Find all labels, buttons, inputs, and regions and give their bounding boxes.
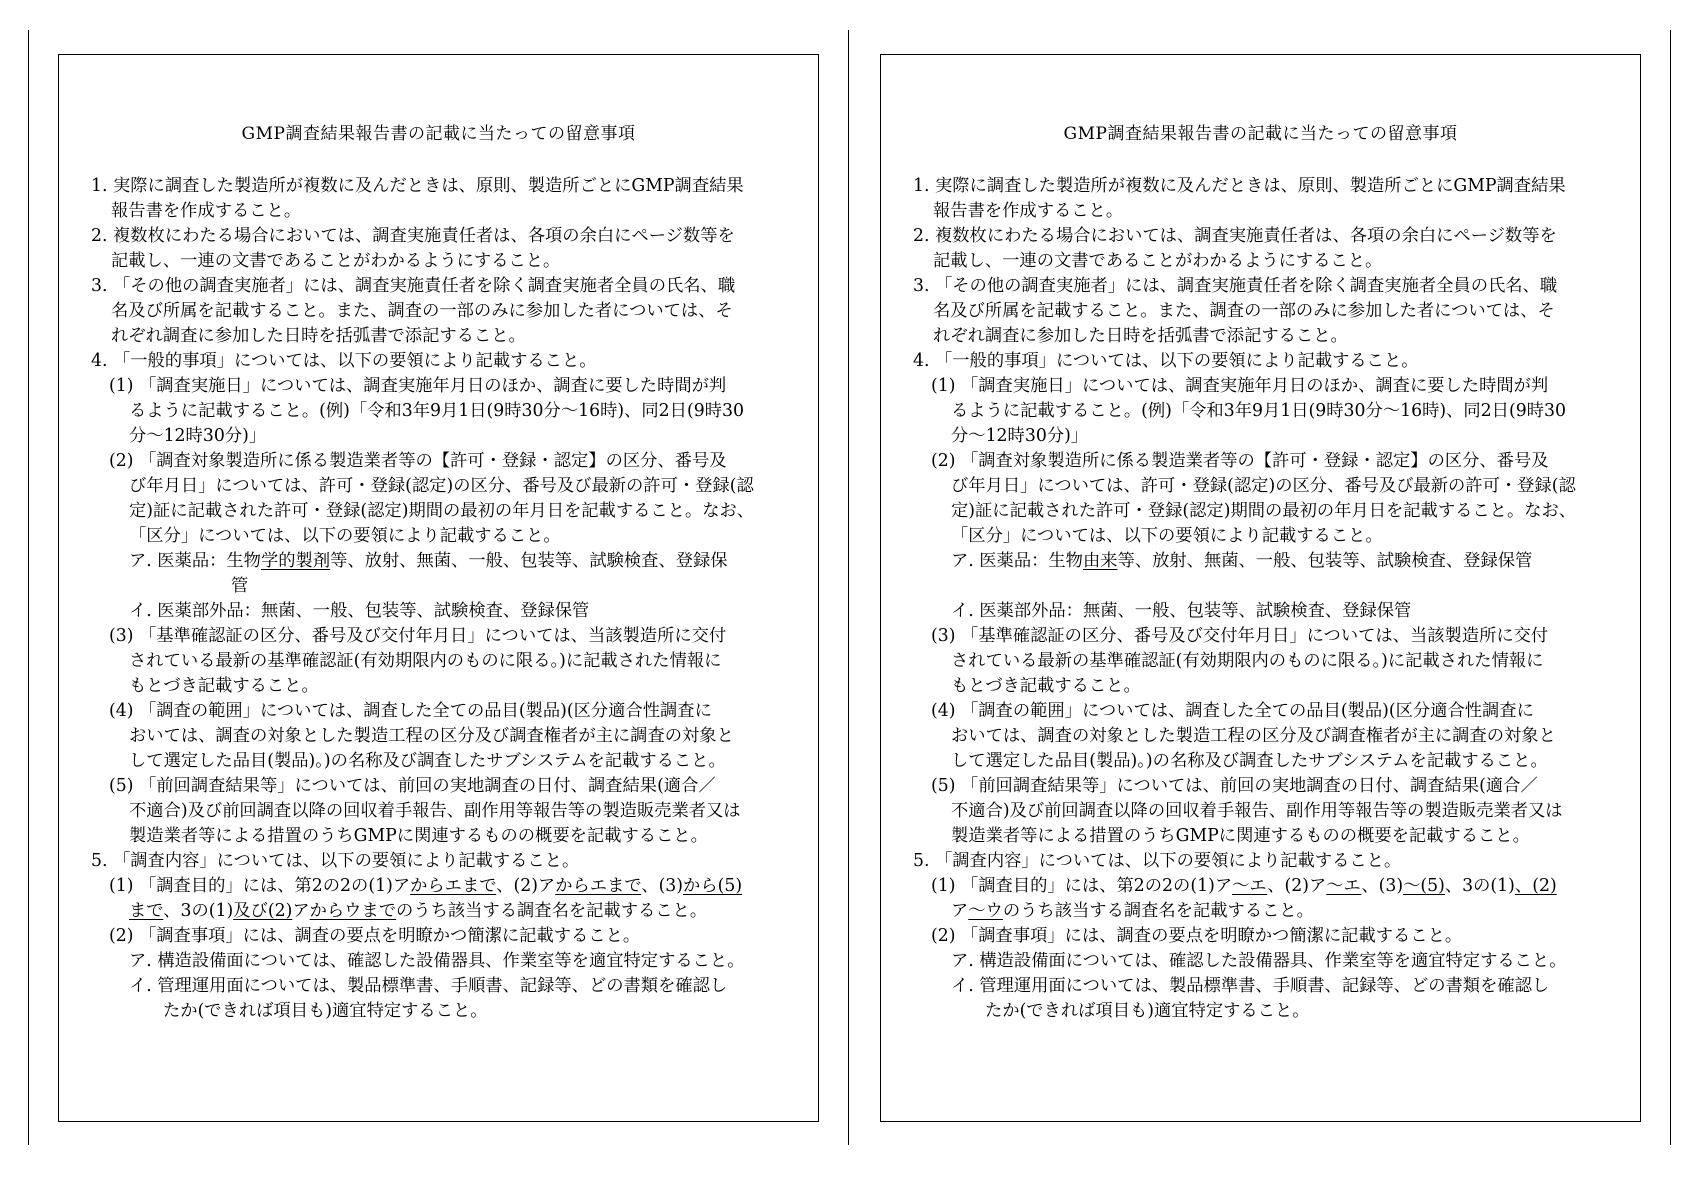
text-segment: のうち該当する調査名を記載すること。 xyxy=(396,901,708,921)
text-line xyxy=(913,899,1613,924)
document-page-left xyxy=(58,54,819,1122)
text-segment: 等、放射、無菌、一般、包装等、試験検査、登録保管 xyxy=(1117,551,1533,571)
text-line xyxy=(91,799,791,824)
text-segment: び年月日」については、許可・登録(認定)の区分、番号及び最新の許可・登録(認 xyxy=(951,476,1576,496)
text-segment: 製造業者等による措置のうちGMPに関連するものの概要を記載すること。 xyxy=(951,826,1530,846)
underlined-text: まで xyxy=(129,901,164,921)
text-line xyxy=(913,749,1613,774)
underlined-text: 、(2) xyxy=(1514,876,1557,896)
underlined-text: 及び(2) xyxy=(233,901,293,921)
document-page-right xyxy=(880,54,1641,1122)
text-line xyxy=(91,599,791,624)
text-segment: おいては、調査の対象とした製造工程の区分及び調査権者が主に調査の対象と xyxy=(951,726,1556,746)
text-segment: たか(できれば項目も)適宜特定すること。 xyxy=(163,1001,488,1021)
text-segment: もとづき記載すること。 xyxy=(951,676,1141,696)
underlined-text: 学的製剤 xyxy=(260,551,331,571)
text-segment: ア. 医薬品：生物 xyxy=(129,551,261,571)
text-segment: (1) 「調査実施日」については、調査実施年月日のほか、調査に要した時間が判 xyxy=(109,376,727,396)
text-segment: 2. 複数枚にわたる場合においては、調査実施責任者は、各項の余白にページ数等を xyxy=(913,226,1557,246)
text-line xyxy=(91,174,791,199)
text-segment: (2) 「調査対象製造所に係る製造業者等の【許可・登録・認定】の区分、番号及 xyxy=(109,451,727,471)
text-segment: 定)証に記載された許可・登録(認定)期間の最初の年月日を記載すること。なお、 xyxy=(951,501,1577,521)
text-segment: ア xyxy=(951,901,969,921)
text-line xyxy=(91,274,791,299)
text-segment: 記載し、一連の文書であることがわかるようにすること。 xyxy=(111,251,561,271)
text-segment: (4) 「調査の範囲」については、調査した全ての品目(製品)(区分適合性調査に xyxy=(931,701,1534,721)
text-segment: 不適合)及び前回調査以降の回収着手報告、副作用等報告等の製造販売業者又は xyxy=(129,801,741,821)
text-segment: 3. 「その他の調査実施者」には、調査実施責任者を除く調査実施者全員の氏名、職 xyxy=(91,276,736,296)
underlined-text: ～ウ xyxy=(968,901,1003,921)
text-segment: 1. 実際に調査した製造所が複数に及んだときは、原則、製造所ごとにGMP調査結果 xyxy=(91,176,744,196)
underlined-text: からエまで xyxy=(410,876,497,896)
underlined-text: ～エ xyxy=(1326,876,1362,896)
text-segment: (5) 「前回調査結果等」については、前回の実地調査の日付、調査結果(適合／ xyxy=(109,776,716,796)
text-line xyxy=(91,199,791,224)
text-line xyxy=(91,999,791,1024)
text-segment: されている最新の基準確認証(有効期限内のものに限る。)に記載された情報に xyxy=(951,651,1544,671)
text-segment: れぞれ調査に参加した日時を括弧書で添記すること。 xyxy=(111,326,526,346)
text-segment: (3) 「基準確認証の区分、番号及び交付年月日」については、当該製造所に交付 xyxy=(931,626,1549,646)
text-segment: 、3の(1) xyxy=(163,901,234,921)
text-line xyxy=(913,174,1613,199)
text-segment: (2) 「調査事項」には、調査の要点を明瞭かつ簡潔に記載すること。 xyxy=(931,926,1463,946)
text-line xyxy=(91,899,791,924)
text-segment: イ. 医薬部外品：無菌、一般、包装等、試験検査、登録保管 xyxy=(129,601,590,621)
text-line xyxy=(913,299,1613,324)
text-line xyxy=(913,924,1613,949)
underlined-text: から(5) xyxy=(683,876,743,896)
text-segment: ア. 構造設備面については、確認した設備器具、作業室等を適宜特定すること。 xyxy=(951,951,1567,971)
text-line xyxy=(913,649,1613,674)
text-line xyxy=(913,874,1613,899)
right-margin-line xyxy=(1670,30,1671,1145)
text-line xyxy=(91,299,791,324)
text-segment: 報告書を作成すること。 xyxy=(111,201,302,221)
text-segment: 3. 「その他の調査実施者」には、調査実施責任者を除く調査実施者全員の氏名、職 xyxy=(913,276,1558,296)
text-line xyxy=(91,874,791,899)
text-segment: るように記載すること。(例)「令和3年9月1日(9時30分～16時)、同2日(9時30 xyxy=(951,401,1566,421)
left-margin-line xyxy=(28,30,29,1145)
text-line xyxy=(913,399,1613,424)
text-line xyxy=(913,349,1613,374)
text-line xyxy=(913,374,1613,399)
text-segment: (3) 「基準確認証の区分、番号及び交付年月日」については、当該製造所に交付 xyxy=(109,626,727,646)
underlined-text: 由来 xyxy=(1082,551,1118,571)
text-line xyxy=(913,224,1613,249)
text-segment: 名及び所属を記載すること。また、調査の一部のみに参加した者については、そ xyxy=(111,301,733,321)
text-segment: して選定した品目(製品)。)の名称及び調査したサブシステムを記載すること。 xyxy=(129,751,726,771)
text-line xyxy=(91,474,791,499)
blank-line xyxy=(913,574,1613,599)
text-line xyxy=(91,324,791,349)
text-segment: 記載し、一連の文書であることがわかるようにすること。 xyxy=(933,251,1383,271)
text-segment: (5) 「前回調査結果等」については、前回の実地調査の日付、調査結果(適合／ xyxy=(931,776,1538,796)
text-segment: れぞれ調査に参加した日時を括弧書で添記すること。 xyxy=(933,326,1348,346)
text-segment: 「区分」については、以下の要領により記載すること。 xyxy=(951,526,1383,546)
text-line xyxy=(913,624,1613,649)
text-line xyxy=(913,249,1613,274)
text-segment: (2) 「調査対象製造所に係る製造業者等の【許可・登録・認定】の区分、番号及 xyxy=(931,451,1549,471)
text-line xyxy=(913,824,1613,849)
text-segment: 、(3) xyxy=(641,876,684,896)
text-line xyxy=(913,324,1613,349)
text-line xyxy=(91,374,791,399)
text-line xyxy=(91,974,791,999)
text-segment: もとづき記載すること。 xyxy=(129,676,319,696)
text-segment: 不適合)及び前回調査以降の回収着手報告、副作用等報告等の製造販売業者又は xyxy=(951,801,1563,821)
text-line xyxy=(91,649,791,674)
text-segment: 、(2)ア xyxy=(1267,876,1327,896)
text-line xyxy=(913,524,1613,549)
text-segment: 分～12時30分)」 xyxy=(129,426,267,446)
text-line xyxy=(91,424,791,449)
text-line xyxy=(913,549,1613,574)
text-segment: のうち該当する調査名を記載すること。 xyxy=(1002,901,1314,921)
text-line xyxy=(91,824,791,849)
text-segment: イ. 管理運用面については、製品標準書、手順書、記録等、どの書類を確認し xyxy=(951,976,1550,996)
text-segment: 「区分」については、以下の要領により記載すること。 xyxy=(129,526,561,546)
center-divider-line xyxy=(848,30,849,1145)
text-line xyxy=(91,499,791,524)
text-segment: ア. 医薬品：生物 xyxy=(951,551,1083,571)
text-segment: 4. 「一般的事項」については、以下の要領により記載すること。 xyxy=(913,351,1419,371)
text-line xyxy=(913,474,1613,499)
text-segment: 管 xyxy=(231,576,249,596)
document-body xyxy=(913,174,1613,1024)
text-line xyxy=(913,499,1613,524)
text-line xyxy=(91,399,791,424)
text-line xyxy=(913,599,1613,624)
text-segment: (1) 「調査目的」には、第2の2の(1)ア xyxy=(109,876,411,896)
text-segment: 5. 「調査内容」については、以下の要領により記載すること。 xyxy=(91,851,580,871)
underlined-text: からエまで xyxy=(555,876,642,896)
text-line xyxy=(913,724,1613,749)
text-segment: 、3の(1) xyxy=(1444,876,1515,896)
text-segment: 、(3) xyxy=(1361,876,1404,896)
text-segment: 名及び所属を記載すること。また、調査の一部のみに参加した者については、そ xyxy=(933,301,1555,321)
underlined-text: からウまで xyxy=(309,901,397,921)
text-segment: ア. 構造設備面については、確認した設備器具、作業室等を適宜特定すること。 xyxy=(129,951,745,971)
text-line xyxy=(91,549,791,574)
text-segment: び年月日」については、許可・登録(認定)の区分、番号及び最新の許可・登録(認 xyxy=(129,476,754,496)
text-line xyxy=(913,699,1613,724)
text-line xyxy=(91,249,791,274)
text-line xyxy=(913,974,1613,999)
text-segment: して選定した品目(製品)。)の名称及び調査したサブシステムを記載すること。 xyxy=(951,751,1548,771)
text-line xyxy=(91,349,791,374)
text-segment: されている最新の基準確認証(有効期限内のものに限る。)に記載された情報に xyxy=(129,651,722,671)
text-line xyxy=(91,224,791,249)
text-line xyxy=(91,924,791,949)
text-segment: るように記載すること。(例)「令和3年9月1日(9時30分～16時)、同2日(9時30 xyxy=(129,401,744,421)
text-line xyxy=(913,949,1613,974)
page-title: GMP調査結果報告書の記載に当たっての留意事項 xyxy=(1063,124,1458,144)
text-line xyxy=(91,949,791,974)
text-segment: 5. 「調査内容」については、以下の要領により記載すること。 xyxy=(913,851,1402,871)
text-segment: 等、放射、無菌、一般、包装等、試験検査、登録保 xyxy=(330,551,728,571)
text-line xyxy=(913,274,1613,299)
document-body xyxy=(91,174,791,1024)
text-line xyxy=(91,749,791,774)
text-line xyxy=(913,999,1613,1024)
text-line xyxy=(913,774,1613,799)
underlined-text: ～エ xyxy=(1232,876,1268,896)
text-line xyxy=(91,574,791,599)
text-segment: ア xyxy=(292,901,310,921)
text-segment: 2. 複数枚にわたる場合においては、調査実施責任者は、各項の余白にページ数等を xyxy=(91,226,735,246)
text-line xyxy=(91,674,791,699)
text-segment: (1) 「調査実施日」については、調査実施年月日のほか、調査に要した時間が判 xyxy=(931,376,1549,396)
text-line xyxy=(91,774,791,799)
text-segment: 製造業者等による措置のうちGMPに関連するものの概要を記載すること。 xyxy=(129,826,708,846)
text-line xyxy=(913,799,1613,824)
text-segment: イ. 医薬部外品：無菌、一般、包装等、試験検査、登録保管 xyxy=(951,601,1412,621)
text-segment: 1. 実際に調査した製造所が複数に及んだときは、原則、製造所ごとにGMP調査結果 xyxy=(913,176,1566,196)
text-segment: おいては、調査の対象とした製造工程の区分及び調査権者が主に調査の対象と xyxy=(129,726,734,746)
text-line xyxy=(913,674,1613,699)
text-segment: 4. 「一般的事項」については、以下の要領により記載すること。 xyxy=(91,351,597,371)
underlined-text: ～(5) xyxy=(1403,876,1445,896)
text-segment: 、(2)ア xyxy=(496,876,556,896)
text-segment: イ. 管理運用面については、製品標準書、手順書、記録等、どの書類を確認し xyxy=(129,976,728,996)
text-segment: (2) 「調査事項」には、調査の要点を明瞭かつ簡潔に記載すること。 xyxy=(109,926,641,946)
text-segment: たか(できれば項目も)適宜特定すること。 xyxy=(985,1001,1310,1021)
text-segment: 報告書を作成すること。 xyxy=(933,201,1124,221)
page-title: GMP調査結果報告書の記載に当たっての留意事項 xyxy=(241,124,636,144)
text-line xyxy=(913,449,1613,474)
text-line xyxy=(91,724,791,749)
text-segment: 定)証に記載された許可・登録(認定)期間の最初の年月日を記載すること。なお、 xyxy=(129,501,755,521)
text-line xyxy=(91,624,791,649)
text-line xyxy=(91,449,791,474)
text-line xyxy=(91,849,791,874)
text-line xyxy=(913,424,1613,449)
text-line xyxy=(91,524,791,549)
text-segment: 分～12時30分)」 xyxy=(951,426,1089,446)
text-line xyxy=(913,849,1613,874)
text-line xyxy=(913,199,1613,224)
text-segment: (4) 「調査の範囲」については、調査した全ての品目(製品)(区分適合性調査に xyxy=(109,701,712,721)
text-segment: (1) 「調査目的」には、第2の2の(1)ア xyxy=(931,876,1233,896)
text-line xyxy=(91,699,791,724)
